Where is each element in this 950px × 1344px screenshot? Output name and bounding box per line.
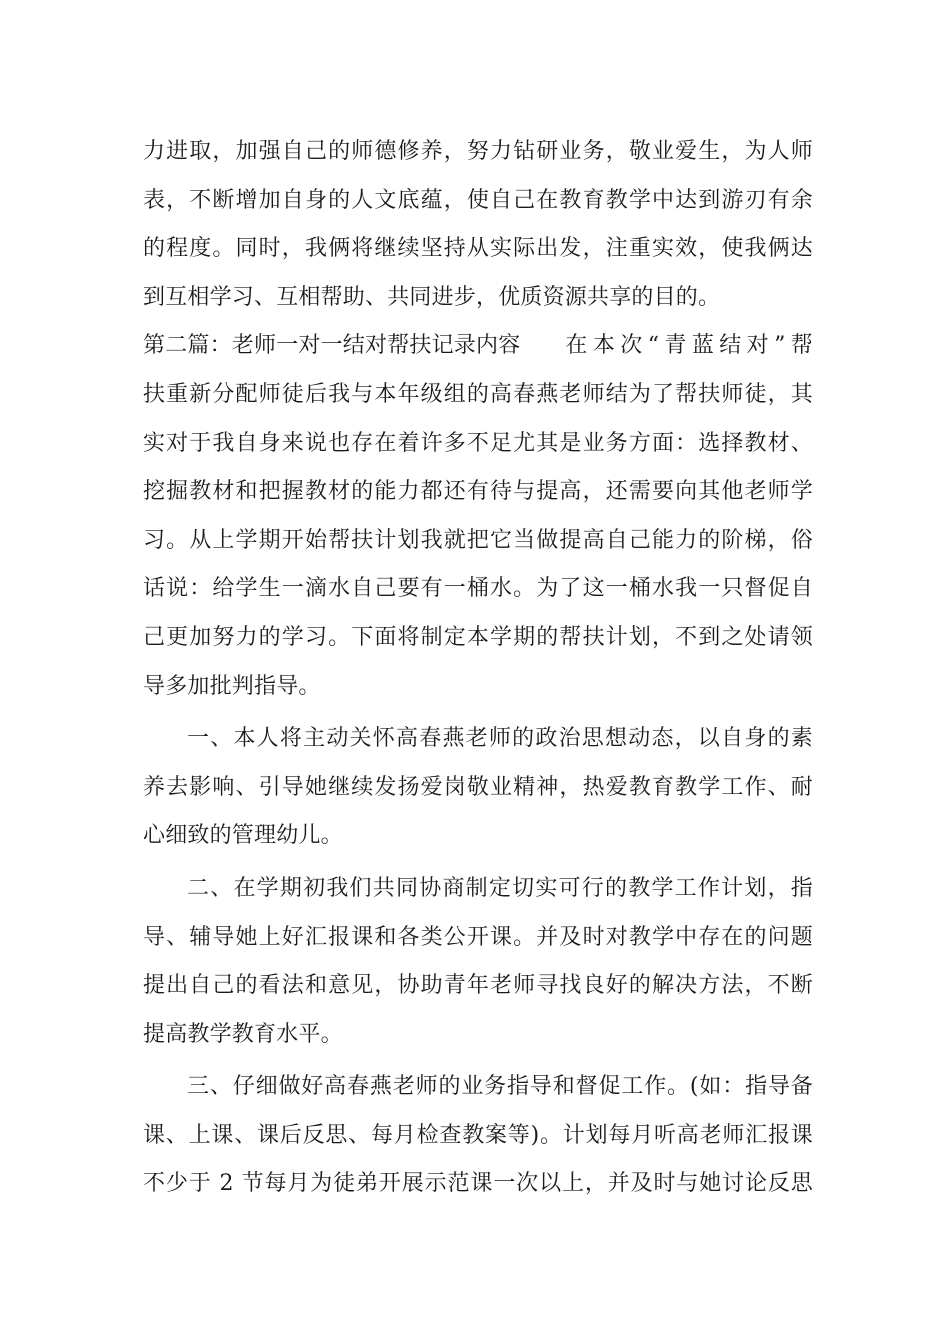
- paragraph-item-two: [143, 865, 813, 1059]
- text-line: 己更加努力的学习。下面将制定本学期的帮扶计划，不到之处请领: [143, 624, 813, 650]
- text-line: 课、上课、课后反思、每月检查教案等)。计划每月听高老师汇报课: [143, 1122, 813, 1148]
- text-line: 实对于我自身来说也存在着许多不足尤其是业务方面：选择教材、: [143, 430, 813, 456]
- text-line: 一、本人将主动关怀高春燕老师的政治思想动态，以自身的素: [187, 726, 813, 752]
- text-line: 养去影响、引导她继续发扬爱岗敬业精神，热爱教育教学工作、耐: [143, 774, 813, 800]
- text-line: 挖掘教材和把握教材的能力都还有待与提高，还需要向其他老师学: [143, 479, 813, 505]
- text-line: 二、在学期初我们共同协商制定切实可行的教学工作计划，指: [187, 875, 813, 901]
- text-line: 在本次“青蓝结对”帮: [565, 333, 813, 359]
- text-line: 提高教学教育水平。: [143, 1021, 343, 1047]
- text-line: 到互相学习、互相帮助、共同进步，优质资源共享的目的。: [143, 284, 721, 310]
- text-line: 话说：给学生一滴水自己要有一桶水。为了这一桶水我一只督促自: [143, 576, 813, 602]
- paragraph-item-three: [143, 1063, 813, 1209]
- text-line: 不少于 2 节每月为徒弟开展示范课一次以上，并及时与她讨论反思: [143, 1171, 813, 1197]
- paragraph-section-two: [143, 322, 813, 711]
- text-line: 导多加批判指导。: [143, 673, 321, 699]
- text-line: 提出自己的看法和意见，协助青年老师寻找良好的解决方法，不断: [143, 973, 813, 999]
- text-line: 力进取，加强自己的师德修养，努力钻研业务，敬业爱生，为人师: [143, 139, 813, 164]
- document-body: [143, 128, 813, 1209]
- paragraph-continuation: [143, 128, 813, 322]
- text-line: 的程度。同时，我俩将继续坚持从实际出发，注重实效，使我俩达: [143, 236, 813, 262]
- section-heading-line: [143, 322, 813, 371]
- text-line: 习。从上学期开始帮扶计划我就把它当做提高自己能力的阶梯，俗: [143, 527, 813, 553]
- text-line: 心细致的管理幼儿。: [143, 823, 343, 849]
- text-line: 扶重新分配师徒后我与本年级组的高春燕老师结为了帮扶师徒，其: [143, 381, 813, 407]
- section-heading: 第二篇：老师一对一结对帮扶记录内容: [143, 333, 521, 359]
- paragraph-item-one: [143, 715, 813, 861]
- text-line: 导、辅导她上好汇报课和各类公开课。并及时对教学中存在的问题: [143, 924, 813, 950]
- text-line: 表，不断增加自身的人文底蕴，使自己在教育教学中达到游刃有余: [143, 187, 813, 213]
- text-line: 三、仔细做好高春燕老师的业务指导和督促工作。(如：指导备: [187, 1074, 813, 1100]
